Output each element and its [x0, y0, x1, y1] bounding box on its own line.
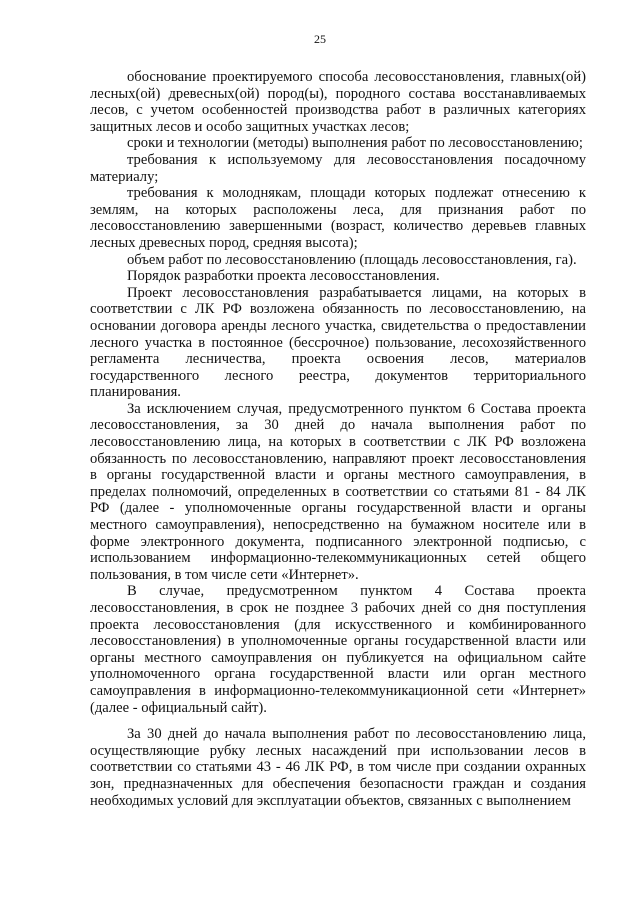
- document-body: [90, 69, 586, 809]
- paragraph-project-development: Проект лесовосстановления разрабатывается лицами, на которых в соответствии с ЛК РФ возложена обязанность по лесовосстановлению, на основании договора аренды лесного участка, свидетельства о предоставлении лесного участка в постоянное (бессрочное) пользование, лесохозяйственного регламента лесничества, проекта освоения лесов, материалов государственного лесного реестра, документов территориального планирования.: [90, 284, 586, 401]
- page-number: 25: [314, 32, 326, 46]
- paragraph-young-growth: требования к молоднякам, площади которых подлежат отнесению к землям, на которых расположены леса, для признания работ по лесовосстановлению завершенными (возраст, количество деревьев главных лесных древесных пород, средняя высота);: [90, 185, 586, 251]
- paragraph-submission: За исключением случая, предусмотренного пунктом 6 Состава проекта лесовосстановления, за 30 дней до начала выполнения работ по лесовосстановлению лица, на которых в соответствии с ЛК РФ возложена обязанность по лесовосстановлению, направляют проект лесовосстановления в органы государственной власти и органы местного самоуправления, в пределах полномочий, определенных в соответствии со статьями 81 - 84 ЛК РФ (далее - уполномоченные органы государственной власти и органы местного самоуправления), непосредственно на бумажном носителе или в форме электронного документа, подписанного электронной подписью, с использованием информационно-телекоммуникационных сетей общего пользования, в том числе сети «Интернет».: [90, 400, 586, 583]
- paragraph-procedure-heading: Порядок разработки проекта лесовосстановления.: [127, 268, 440, 285]
- paragraph-publication: В случае, предусмотренном пунктом 4 Состава проекта лесовосстановления, в срок не позднее 3 рабочих дней со дня поступления проекта лесовосстановления (для искусственного и комбинированного лесовосстановления) в уполномоченные органы государственной власти или органы местного самоуправления он публикуется на официальном сайте уполномоченного органа государственной власти или орган местного самоуправления в информационно-телекоммуникационной сети «Интернет» (далее - официальный сайт).: [90, 583, 586, 716]
- paragraph-volume: объем работ по лесовосстановлению (площадь лесовосстановления, га).: [127, 251, 577, 268]
- paragraph-timing: сроки и технологии (методы) выполнения работ по лесовосстановлению;: [127, 135, 583, 152]
- paragraph-felling-persons: За 30 дней до начала выполнения работ по лесовосстановлению лица, осуществляющие рубку лесных насаждений при использовании лесов в соответствии со статьями 43 - 46 ЛК РФ, в том числе при создании охранных зон, предназначенных для обеспечения безопасности граждан и создания необходимых условий для эксплуатации объектов, связанных с выполнением: [90, 726, 586, 809]
- paragraph-planting-material: требования к используемому для лесовосстановления посадочному материалу;: [90, 151, 586, 185]
- paragraph-justification: обоснование проектируемого способа лесовосстановления, главных(ой) лесных(ой) древесных(ой) пород(ы), породного состава восстанавливаемых лесов, с учетом особенностей производства работ в различных категориях защитных лесов и особо защитных участках лесов;: [90, 69, 586, 135]
